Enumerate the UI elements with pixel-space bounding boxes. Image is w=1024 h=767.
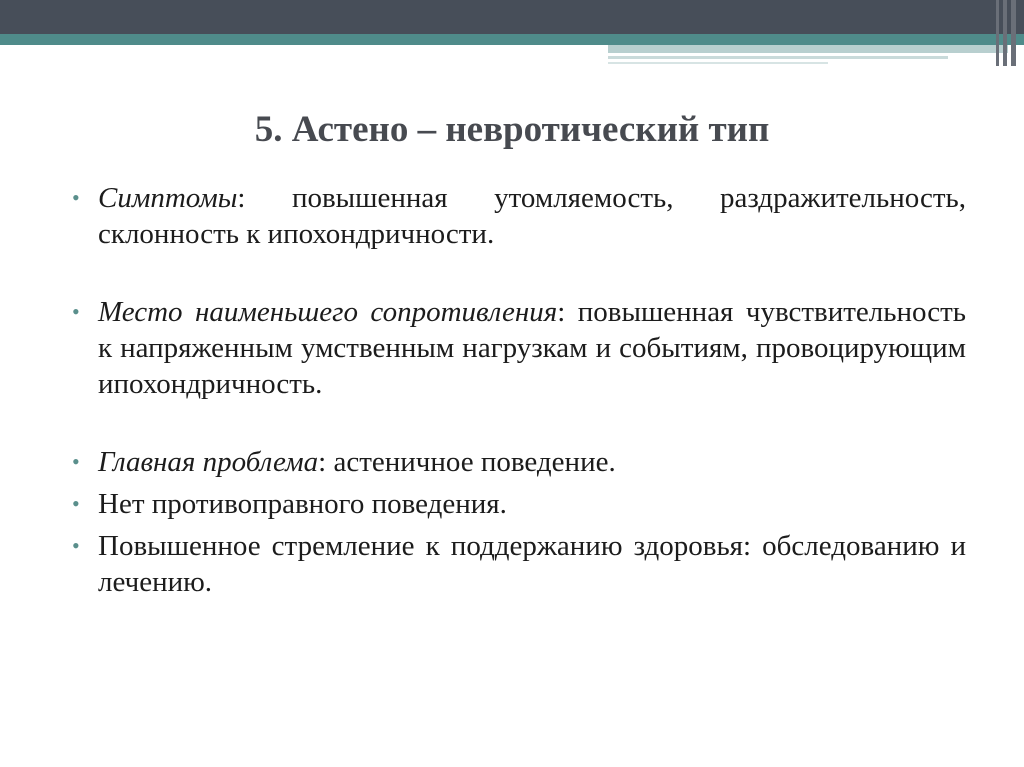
list-item (72, 444, 966, 480)
header-vertical-bar (1003, 0, 1007, 66)
list-item (72, 528, 966, 600)
list-item (72, 294, 966, 402)
item-label: Главная проблема (98, 446, 319, 478)
list-item (72, 180, 966, 252)
item-text: Нет противоправного поведения. (98, 488, 507, 520)
item-separator: : (318, 446, 334, 478)
bullet-icon: • (72, 533, 80, 558)
bullet-icon: • (72, 185, 80, 210)
header-band-light-thinnest (608, 62, 828, 64)
list-item (72, 486, 966, 522)
header-band-light (608, 45, 1008, 53)
item-label: Симптомы (98, 182, 238, 214)
bullet-icon: • (72, 299, 80, 324)
header-band-teal (0, 34, 1024, 45)
header-vertical-bar (996, 0, 999, 66)
item-separator: : (237, 182, 292, 214)
header-vertical-bar (1011, 0, 1016, 66)
bullet-icon: • (72, 491, 80, 516)
bullet-list (72, 180, 966, 600)
item-text: астеничное поведение. (333, 446, 616, 478)
item-text: повышенная чувствительность к напряженным умственным нагрузкам и событиям, провоцирующим ипохондричность. (98, 296, 966, 400)
item-label: Место наименьшего сопротивления (98, 296, 558, 328)
slide-title: 5. Астено – невротический тип (254, 109, 770, 150)
header-band-light-thin (608, 56, 948, 59)
item-text: повышенная утомляемость, раздражительность, склонность к ипохондричности. (98, 182, 966, 250)
bullet-icon: • (72, 449, 80, 474)
header-band-dark (0, 0, 1024, 34)
item-text: Повышенное стремление к поддержанию здоровья: обследованию и лечению. (98, 530, 966, 598)
item-separator: : (557, 296, 578, 328)
